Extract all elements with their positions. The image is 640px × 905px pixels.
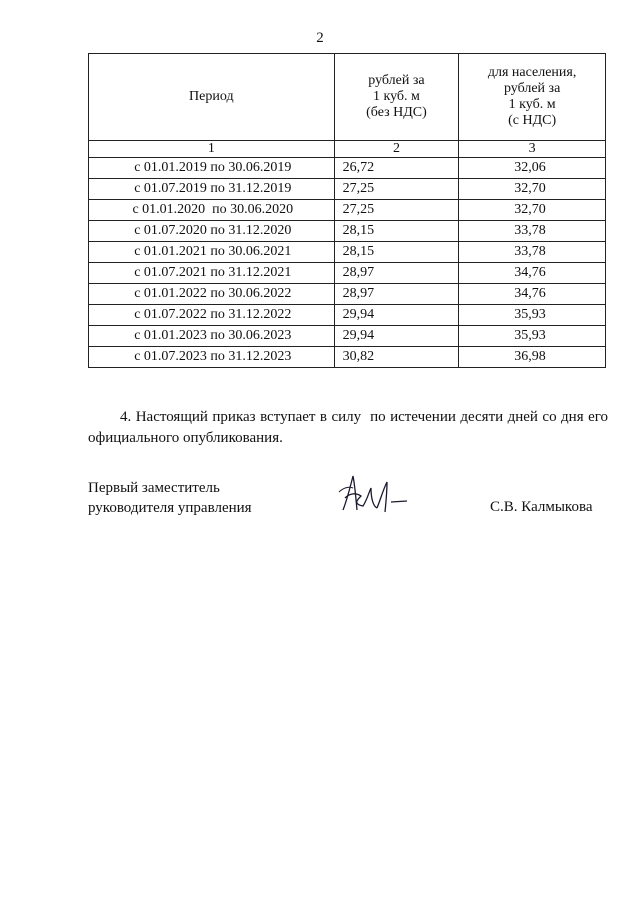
- table-row: [89, 221, 606, 242]
- header-period: Период: [89, 54, 335, 141]
- page-number: 2: [316, 30, 324, 46]
- table-row: [89, 263, 606, 284]
- signer-title-line: руководителя управления: [88, 500, 252, 516]
- period-cell: с 01.01.2022 по 30.06.2022: [89, 284, 335, 305]
- header-line: (без НДС): [366, 105, 427, 120]
- price-with-vat-cell: 34,76: [459, 284, 606, 305]
- header-line: (с НДС): [508, 113, 557, 128]
- column-number: 2: [334, 141, 459, 158]
- period-cell: с 01.07.2020 по 31.12.2020: [89, 221, 335, 242]
- header-line: для населения,: [487, 65, 577, 80]
- price-with-vat-cell: 35,93: [459, 305, 606, 326]
- price-with-vat-cell: 35,93: [459, 326, 606, 347]
- price-without-vat-cell: 27,25: [334, 200, 459, 221]
- price-without-vat-cell: 26,72: [334, 158, 459, 179]
- period-cell: с 01.01.2023 по 30.06.2023: [89, 326, 335, 347]
- table-header-row: [89, 54, 606, 141]
- header-price-with-vat: [459, 54, 606, 141]
- period-cell: с 01.01.2019 по 30.06.2019: [89, 158, 335, 179]
- tariff-table: [88, 53, 606, 368]
- header-line: рублей за: [368, 73, 425, 88]
- table-row: [89, 305, 606, 326]
- signer-name: С.В. Калмыкова: [490, 499, 593, 515]
- signer-title-line: Первый заместитель: [88, 480, 220, 496]
- price-without-vat-cell: 27,25: [334, 179, 459, 200]
- price-with-vat-cell: 32,70: [459, 179, 606, 200]
- column-number-row: [89, 141, 606, 158]
- period-cell: с 01.01.2021 по 30.06.2021: [89, 242, 335, 263]
- price-without-vat-cell: 30,82: [334, 347, 459, 368]
- header-line: 1 куб. м: [372, 89, 420, 104]
- table-row: [89, 284, 606, 305]
- column-number: 1: [89, 141, 335, 158]
- price-with-vat-cell: 33,78: [459, 242, 606, 263]
- table-row: [89, 179, 606, 200]
- handwritten-signature: [333, 470, 415, 520]
- header-line: рублей за: [503, 81, 561, 96]
- price-without-vat-cell: 29,94: [334, 305, 459, 326]
- period-cell: с 01.07.2021 по 31.12.2021: [89, 263, 335, 284]
- price-without-vat-cell: 28,97: [334, 263, 459, 284]
- price-without-vat-cell: 28,15: [334, 221, 459, 242]
- period-cell: с 01.07.2022 по 31.12.2022: [89, 305, 335, 326]
- table-row: [89, 200, 606, 221]
- price-without-vat-cell: 28,15: [334, 242, 459, 263]
- column-number: 3: [459, 141, 606, 158]
- signer-title: [88, 478, 318, 518]
- clause-text: 4. Настоящий приказ вступает в силу по истечении десяти дней со дня его официального опубликования.: [88, 409, 612, 446]
- price-with-vat-cell: 34,76: [459, 263, 606, 284]
- price-with-vat-cell: 36,98: [459, 347, 606, 368]
- price-without-vat-cell: 28,97: [334, 284, 459, 305]
- clause-paragraph: [88, 407, 612, 449]
- table-row: [89, 347, 606, 368]
- table-row: [89, 158, 606, 179]
- price-with-vat-cell: 32,70: [459, 200, 606, 221]
- price-with-vat-cell: 33,78: [459, 221, 606, 242]
- table-row: [89, 326, 606, 347]
- period-cell: с 01.07.2019 по 31.12.2019: [89, 179, 335, 200]
- period-cell: с 01.01.2020 по 30.06.2020: [89, 200, 335, 221]
- price-with-vat-cell: 32,06: [459, 158, 606, 179]
- price-without-vat-cell: 29,94: [334, 326, 459, 347]
- header-line: 1 куб. м: [508, 97, 556, 112]
- table-row: [89, 242, 606, 263]
- period-cell: с 01.07.2023 по 31.12.2023: [89, 347, 335, 368]
- header-price-without-vat: [334, 54, 459, 141]
